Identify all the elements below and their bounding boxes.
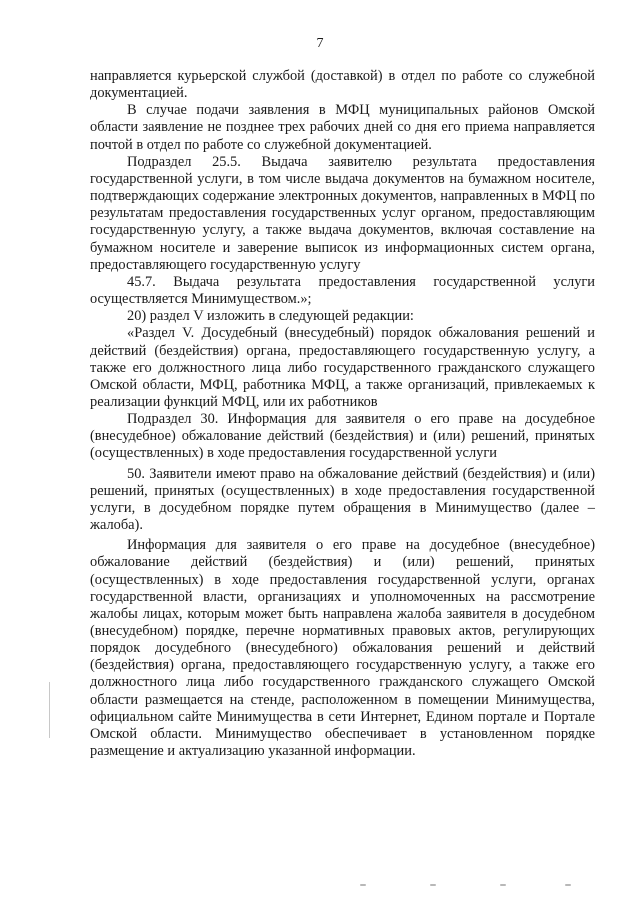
subsection-25-5-heading: Подраздел 25.5. Выдача заявителю результата предоставления государственной услуги, в том числе выдача документов на бумажном носителе, подтверждающих содержание электронных документов, направленных в МФЦ по результатам предоставления государственных услуг органом, предоставляющим государственную услугу, а также выдача документов, включая составление на бумажном носителе и заверение выписок из информационных систем органа, предоставляющего государственную услугу (90, 153, 595, 273)
paragraph-mfc-municipal: В случае подачи заявления в МФЦ муниципальных районов Омской области заявление не позднее трех рабочих дней со дня его приема направляется почтой в отдел по работе со служебной документацией. (90, 102, 595, 153)
paragraph-45-7: 45.7. Выдача результата предоставления государственной услуги осуществляется Минимуществом.»; (90, 273, 595, 308)
scan-bottom-marks (360, 884, 580, 888)
scan-margin-mark (49, 682, 50, 738)
section-v-heading: «Раздел V. Досудебный (внесудебный) порядок обжалования решений и действий (бездействия) органа, предоставляющего государственную услугу, а также его должностного лица либо государственного гражданского служащего Омской области, МФЦ, работника МФЦ, а также организаций, привлекаемых к реализации функций МФЦ, или их работников (90, 325, 595, 410)
page-number: 7 (316, 36, 324, 51)
paragraph-50: 50. Заявители имеют право на обжалование действий (бездействия) и (или) решений, принятых (осуществленных) в ходе предоставления государственной услуги, в досудебном порядке путем обращения в Минимущество (далее – жалоба). (90, 465, 595, 534)
paragraph-courier-delivery: направляется курьерской службой (доставкой) в отдел по работе со служебной документацией. (90, 68, 595, 102)
paragraph-item-20: 20) раздел V изложить в следующей редакции: (127, 308, 414, 325)
document-body (90, 68, 595, 760)
subsection-30-heading: Подраздел 30. Информация для заявителя о его праве на досудебное (внесудебное) обжалование действий (бездействия) и (или) решений, принятых (осуществленных) в ходе предоставления государственной услуги (90, 411, 595, 462)
paragraph-information-for-applicant: Информация для заявителя о его праве на досудебное (внесудебное) обжалование действий (бездействия) и (или) решений, принятых (осуществленных) в ходе предоставления государственной услуги, органах государственной власти, организациях и уполномоченных на рассмотрение жалобы лицах, которым может быть направлена жалоба заявителя в досудебном (внесудебном) порядке, перечне нормативных правовых актов, регулирующих порядок досудебного (внесудебного) обжалования решений и действий (бездействия) органа, предоставляющего государственную услугу, а также его должностного лица либо государственного гражданского служащего Омской области размещается на стенде, расположенном в помещении Минимущества, официальном сайте Минимущества в сети Интернет, Едином портале и Портале Омской области. Минимущество обеспечивает в установленном порядке размещение и актуализацию указанной информации. (90, 537, 595, 760)
